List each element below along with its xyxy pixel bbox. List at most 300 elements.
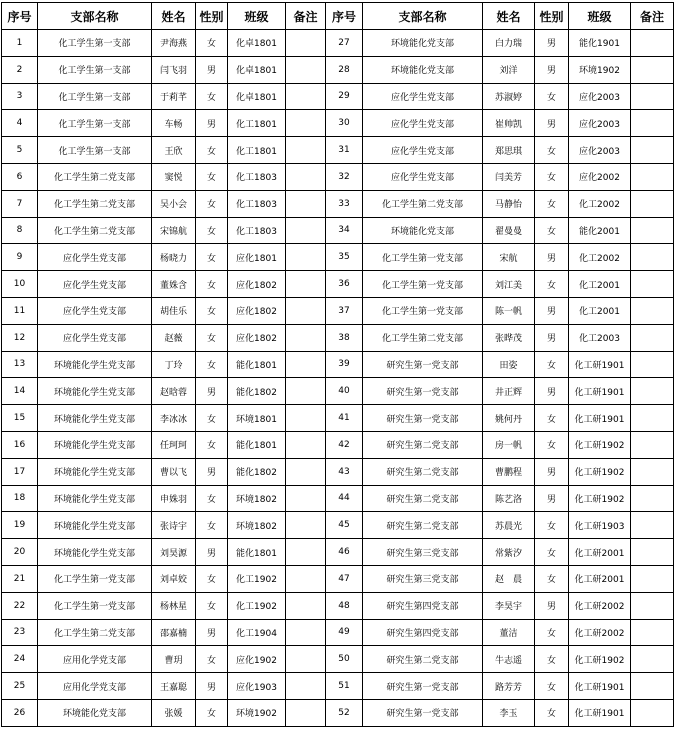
cell-note [631, 217, 674, 244]
cell-class: 能化1901 [569, 30, 631, 57]
cell-seq: 45 [326, 512, 363, 539]
cell-class: 能化1802 [228, 378, 286, 405]
cell-branch: 化工学生第二党支部 [363, 190, 483, 217]
cell-branch: 化工学生第一党支部 [363, 244, 483, 271]
cell-class: 化工1803 [228, 190, 286, 217]
cell-class: 化工1902 [228, 565, 286, 592]
cell-note [631, 539, 674, 566]
cell-name: 井正辉 [483, 378, 535, 405]
cell-gender: 男 [535, 324, 569, 351]
cell-branch: 环境能化学生党支部 [38, 351, 152, 378]
cell-class: 化工2003 [569, 324, 631, 351]
cell-gender: 男 [535, 30, 569, 57]
cell-note [286, 512, 326, 539]
cell-note [631, 458, 674, 485]
cell-class: 化工研1902 [569, 458, 631, 485]
cell-gender: 女 [535, 405, 569, 432]
cell-seq: 44 [326, 485, 363, 512]
cell-class: 化工1801 [228, 110, 286, 137]
cell-class: 化工研1903 [569, 512, 631, 539]
cell-seq: 26 [2, 699, 38, 726]
cell-name: 胡佳乐 [152, 297, 196, 324]
cell-class: 环境1902 [228, 699, 286, 726]
cell-name: 田姿 [483, 351, 535, 378]
cell-seq: 36 [326, 271, 363, 298]
table-row [2, 431, 674, 458]
cell-gender: 女 [535, 351, 569, 378]
cell-gender: 女 [196, 405, 228, 432]
cell-note [631, 190, 674, 217]
table-row [2, 539, 674, 566]
cell-gender: 女 [196, 646, 228, 673]
cell-seq: 40 [326, 378, 363, 405]
cell-branch: 环境能化学生党支部 [38, 512, 152, 539]
table-row [2, 137, 674, 164]
cell-seq: 13 [2, 351, 38, 378]
cell-branch: 环境能化学生党支部 [38, 405, 152, 432]
cell-gender: 女 [535, 163, 569, 190]
cell-seq: 1 [2, 30, 38, 57]
table-row [2, 30, 674, 57]
cell-seq: 48 [326, 592, 363, 619]
cell-branch: 环境能化党支部 [363, 56, 483, 83]
cell-class: 应化1802 [228, 324, 286, 351]
cell-name: 邵嘉楠 [152, 619, 196, 646]
cell-gender: 女 [196, 217, 228, 244]
cell-gender: 女 [535, 83, 569, 110]
cell-seq: 9 [2, 244, 38, 271]
cell-class: 化卓1801 [228, 83, 286, 110]
cell-branch: 应化学生党支部 [38, 324, 152, 351]
cell-branch: 研究生第一党支部 [363, 378, 483, 405]
cell-gender: 女 [196, 512, 228, 539]
cell-note [631, 619, 674, 646]
cell-class: 化工2001 [569, 297, 631, 324]
cell-note [286, 83, 326, 110]
cell-seq: 3 [2, 83, 38, 110]
cell-gender: 男 [196, 110, 228, 137]
cell-note [286, 592, 326, 619]
cell-name: 丁玲 [152, 351, 196, 378]
cell-class: 化工研1902 [569, 485, 631, 512]
cell-seq: 52 [326, 699, 363, 726]
cell-note [631, 646, 674, 673]
cell-branch: 环境能化党支部 [38, 699, 152, 726]
cell-name: 李玉 [483, 699, 535, 726]
cell-class: 化工研2002 [569, 619, 631, 646]
cell-class: 化工1801 [228, 137, 286, 164]
cell-gender: 女 [196, 431, 228, 458]
cell-gender: 男 [196, 619, 228, 646]
cell-note [631, 512, 674, 539]
cell-note [631, 485, 674, 512]
cell-seq: 33 [326, 190, 363, 217]
cell-seq: 39 [326, 351, 363, 378]
cell-gender: 女 [196, 699, 228, 726]
cell-note [631, 565, 674, 592]
cell-note [286, 458, 326, 485]
cell-branch: 应化学生党支部 [38, 297, 152, 324]
cell-branch: 化工学生第二党支部 [363, 324, 483, 351]
cell-seq: 47 [326, 565, 363, 592]
cell-branch: 化工学生第一党支部 [38, 592, 152, 619]
cell-gender: 男 [535, 110, 569, 137]
cell-name: 曹玥 [152, 646, 196, 673]
cell-note [286, 565, 326, 592]
cell-note [286, 431, 326, 458]
cell-class: 化工研1901 [569, 378, 631, 405]
cell-branch: 化工学生第一支部 [38, 137, 152, 164]
cell-gender: 女 [196, 271, 228, 298]
cell-branch: 应用化学党支部 [38, 673, 152, 700]
cell-name: 闫美芳 [483, 163, 535, 190]
cell-name: 常紫汐 [483, 539, 535, 566]
cell-seq: 31 [326, 137, 363, 164]
cell-branch: 化工学生第二党支部 [38, 217, 152, 244]
cell-class: 化工研2001 [569, 565, 631, 592]
table-row [2, 163, 674, 190]
table-row [2, 673, 674, 700]
cell-gender: 女 [196, 163, 228, 190]
cell-name: 刘江美 [483, 271, 535, 298]
cell-note [286, 646, 326, 673]
cell-seq: 5 [2, 137, 38, 164]
cell-gender: 女 [535, 137, 569, 164]
cell-class: 能化1802 [228, 458, 286, 485]
cell-gender: 男 [535, 244, 569, 271]
cell-class: 应化1802 [228, 271, 286, 298]
cell-note [286, 297, 326, 324]
cell-seq: 30 [326, 110, 363, 137]
cell-name: 李昊宇 [483, 592, 535, 619]
cell-branch: 研究生第一党支部 [363, 673, 483, 700]
cell-class: 环境1802 [228, 485, 286, 512]
cell-gender: 男 [196, 458, 228, 485]
member-table [1, 2, 674, 727]
cell-class: 化工研2002 [569, 592, 631, 619]
cell-name: 曹以飞 [152, 458, 196, 485]
cell-name: 陈一帆 [483, 297, 535, 324]
table-row [2, 297, 674, 324]
cell-gender: 男 [196, 539, 228, 566]
cell-note [631, 405, 674, 432]
cell-name: 马静怡 [483, 190, 535, 217]
cell-class: 能化1801 [228, 351, 286, 378]
cell-class: 化工研1902 [569, 431, 631, 458]
cell-class: 环境1802 [228, 512, 286, 539]
cell-gender: 女 [196, 30, 228, 57]
cell-branch: 研究生第一党支部 [363, 351, 483, 378]
table-row [2, 324, 674, 351]
cell-note [286, 539, 326, 566]
cell-seq: 28 [326, 56, 363, 83]
cell-gender: 女 [196, 244, 228, 271]
cell-branch: 应化学生党支部 [363, 110, 483, 137]
cell-class: 环境1902 [569, 56, 631, 83]
cell-gender: 男 [535, 592, 569, 619]
cell-note [286, 405, 326, 432]
cell-note [631, 163, 674, 190]
cell-seq: 37 [326, 297, 363, 324]
cell-gender: 女 [196, 137, 228, 164]
cell-name: 闫飞羽 [152, 56, 196, 83]
cell-note [286, 271, 326, 298]
cell-name: 于莉芊 [152, 83, 196, 110]
cell-class: 化工2002 [569, 244, 631, 271]
cell-seq: 24 [2, 646, 38, 673]
cell-branch: 应化学生党支部 [38, 271, 152, 298]
cell-name: 李冰冰 [152, 405, 196, 432]
header-note-left: 备注 [286, 3, 326, 30]
cell-seq: 19 [2, 512, 38, 539]
cell-note [286, 30, 326, 57]
cell-branch: 研究生第二党支部 [363, 646, 483, 673]
cell-note [631, 56, 674, 83]
cell-name: 王嘉聪 [152, 673, 196, 700]
cell-name: 董洁 [483, 619, 535, 646]
cell-gender: 女 [196, 190, 228, 217]
cell-gender: 男 [535, 297, 569, 324]
cell-name: 苏淑婷 [483, 83, 535, 110]
cell-class: 化工1803 [228, 163, 286, 190]
cell-name: 刘卓姣 [152, 565, 196, 592]
cell-branch: 研究生第二党支部 [363, 512, 483, 539]
cell-name: 房一帆 [483, 431, 535, 458]
cell-class: 化工研1901 [569, 699, 631, 726]
cell-branch: 应化学生党支部 [363, 83, 483, 110]
cell-gender: 女 [535, 619, 569, 646]
cell-name: 苏晨光 [483, 512, 535, 539]
cell-note [286, 699, 326, 726]
cell-note [286, 378, 326, 405]
cell-class: 应化1801 [228, 244, 286, 271]
cell-seq: 27 [326, 30, 363, 57]
cell-seq: 51 [326, 673, 363, 700]
cell-note [286, 324, 326, 351]
cell-name: 张媛 [152, 699, 196, 726]
cell-seq: 23 [2, 619, 38, 646]
cell-branch: 研究生第二党支部 [363, 458, 483, 485]
table-row [2, 56, 674, 83]
cell-name: 宋锦航 [152, 217, 196, 244]
table-row [2, 592, 674, 619]
cell-seq: 41 [326, 405, 363, 432]
cell-note [631, 83, 674, 110]
cell-gender: 男 [196, 378, 228, 405]
cell-note [286, 485, 326, 512]
cell-name: 崔帅凯 [483, 110, 535, 137]
table-row [2, 378, 674, 405]
cell-gender: 男 [196, 673, 228, 700]
cell-branch: 化工学生第二党支部 [38, 190, 152, 217]
cell-note [286, 137, 326, 164]
header-class-left: 班级 [228, 3, 286, 30]
header-branch-right: 支部名称 [363, 3, 483, 30]
cell-branch: 研究生第二党支部 [363, 485, 483, 512]
cell-name: 刘洋 [483, 56, 535, 83]
table-row [2, 83, 674, 110]
cell-name: 张晔茂 [483, 324, 535, 351]
header-note-right: 备注 [631, 3, 674, 30]
cell-seq: 42 [326, 431, 363, 458]
cell-class: 应化1902 [228, 646, 286, 673]
cell-note [286, 190, 326, 217]
header-branch-left: 支部名称 [38, 3, 152, 30]
cell-note [286, 56, 326, 83]
cell-seq: 15 [2, 405, 38, 432]
cell-name: 杨晓力 [152, 244, 196, 271]
cell-gender: 女 [196, 485, 228, 512]
cell-name: 任珂珂 [152, 431, 196, 458]
cell-name: 杨林星 [152, 592, 196, 619]
cell-seq: 17 [2, 458, 38, 485]
cell-branch: 环境能化党支部 [363, 30, 483, 57]
cell-note [286, 351, 326, 378]
cell-seq: 20 [2, 539, 38, 566]
cell-gender: 女 [535, 512, 569, 539]
cell-name: 王欣 [152, 137, 196, 164]
cell-branch: 研究生第一党支部 [363, 699, 483, 726]
cell-name: 刘昊源 [152, 539, 196, 566]
cell-branch: 化工学生第二党支部 [38, 619, 152, 646]
cell-branch: 化工学生第一支部 [38, 110, 152, 137]
cell-note [286, 163, 326, 190]
table-row [2, 485, 674, 512]
table-row [2, 110, 674, 137]
table-row [2, 458, 674, 485]
header-class-right: 班级 [569, 3, 631, 30]
cell-seq: 6 [2, 163, 38, 190]
cell-name: 白力瑞 [483, 30, 535, 57]
cell-seq: 10 [2, 271, 38, 298]
table-row [2, 699, 674, 726]
cell-note [631, 244, 674, 271]
cell-note [631, 351, 674, 378]
cell-class: 化工2001 [569, 271, 631, 298]
cell-gender: 女 [535, 431, 569, 458]
cell-gender: 女 [535, 539, 569, 566]
cell-note [286, 619, 326, 646]
cell-seq: 38 [326, 324, 363, 351]
cell-note [631, 378, 674, 405]
cell-gender: 女 [196, 592, 228, 619]
cell-note [631, 431, 674, 458]
cell-name: 宋航 [483, 244, 535, 271]
table-row [2, 190, 674, 217]
cell-seq: 46 [326, 539, 363, 566]
cell-branch: 环境能化学生党支部 [38, 539, 152, 566]
cell-seq: 22 [2, 592, 38, 619]
cell-note [631, 592, 674, 619]
cell-note [631, 673, 674, 700]
cell-class: 化工研1901 [569, 351, 631, 378]
cell-class: 化工1803 [228, 217, 286, 244]
cell-seq: 35 [326, 244, 363, 271]
cell-seq: 16 [2, 431, 38, 458]
cell-class: 应化1903 [228, 673, 286, 700]
cell-seq: 32 [326, 163, 363, 190]
cell-branch: 环境能化党支部 [363, 217, 483, 244]
cell-name: 窦悦 [152, 163, 196, 190]
cell-class: 化卓1801 [228, 30, 286, 57]
cell-branch: 应用化学党支部 [38, 646, 152, 673]
cell-name: 董姝含 [152, 271, 196, 298]
cell-name: 姚何丹 [483, 405, 535, 432]
cell-name: 翟曼曼 [483, 217, 535, 244]
cell-branch: 研究生第四党支部 [363, 592, 483, 619]
cell-seq: 14 [2, 378, 38, 405]
cell-seq: 49 [326, 619, 363, 646]
cell-note [631, 30, 674, 57]
cell-branch: 研究生第一党支部 [363, 405, 483, 432]
cell-class: 环境1801 [228, 405, 286, 432]
cell-gender: 男 [535, 56, 569, 83]
table-row [2, 565, 674, 592]
cell-name: 赵薇 [152, 324, 196, 351]
cell-branch: 化工学生第一党支部 [363, 271, 483, 298]
cell-gender: 女 [196, 83, 228, 110]
cell-note [631, 137, 674, 164]
cell-gender: 女 [196, 351, 228, 378]
cell-branch: 环境能化学生党支部 [38, 485, 152, 512]
table-row [2, 646, 674, 673]
cell-name: 尹海燕 [152, 30, 196, 57]
table-row [2, 351, 674, 378]
cell-branch: 研究生第三党支部 [363, 539, 483, 566]
cell-seq: 4 [2, 110, 38, 137]
cell-note [631, 110, 674, 137]
table-body [2, 30, 674, 727]
cell-seq: 11 [2, 297, 38, 324]
cell-gender: 女 [535, 673, 569, 700]
cell-branch: 化工学生第一支部 [38, 56, 152, 83]
cell-name: 车畅 [152, 110, 196, 137]
cell-seq: 21 [2, 565, 38, 592]
cell-note [286, 673, 326, 700]
cell-class: 化工研1902 [569, 646, 631, 673]
cell-class: 化卓1801 [228, 56, 286, 83]
cell-branch: 化工学生第一支部 [38, 30, 152, 57]
cell-seq: 8 [2, 217, 38, 244]
header-name-left: 姓名 [152, 3, 196, 30]
header-gender-right: 性别 [535, 3, 569, 30]
cell-gender: 男 [535, 378, 569, 405]
header-name-right: 姓名 [483, 3, 535, 30]
header-gender-left: 性别 [196, 3, 228, 30]
cell-class: 化工研1901 [569, 673, 631, 700]
cell-class: 应化2002 [569, 163, 631, 190]
cell-name: 申姝羽 [152, 485, 196, 512]
cell-branch: 应化学生党支部 [363, 137, 483, 164]
cell-seq: 25 [2, 673, 38, 700]
cell-branch: 应化学生党支部 [38, 244, 152, 271]
cell-seq: 7 [2, 190, 38, 217]
cell-class: 能化2001 [569, 217, 631, 244]
table-row [2, 217, 674, 244]
cell-gender: 女 [196, 565, 228, 592]
cell-name: 张诗宇 [152, 512, 196, 539]
cell-note [631, 271, 674, 298]
cell-name: 赵晗蓉 [152, 378, 196, 405]
cell-seq: 43 [326, 458, 363, 485]
cell-gender: 男 [196, 56, 228, 83]
header-seq-right: 序号 [326, 3, 363, 30]
cell-note [286, 110, 326, 137]
cell-note [631, 324, 674, 351]
cell-class: 化工1902 [228, 592, 286, 619]
cell-name: 陈艺洛 [483, 485, 535, 512]
cell-class: 应化1802 [228, 297, 286, 324]
